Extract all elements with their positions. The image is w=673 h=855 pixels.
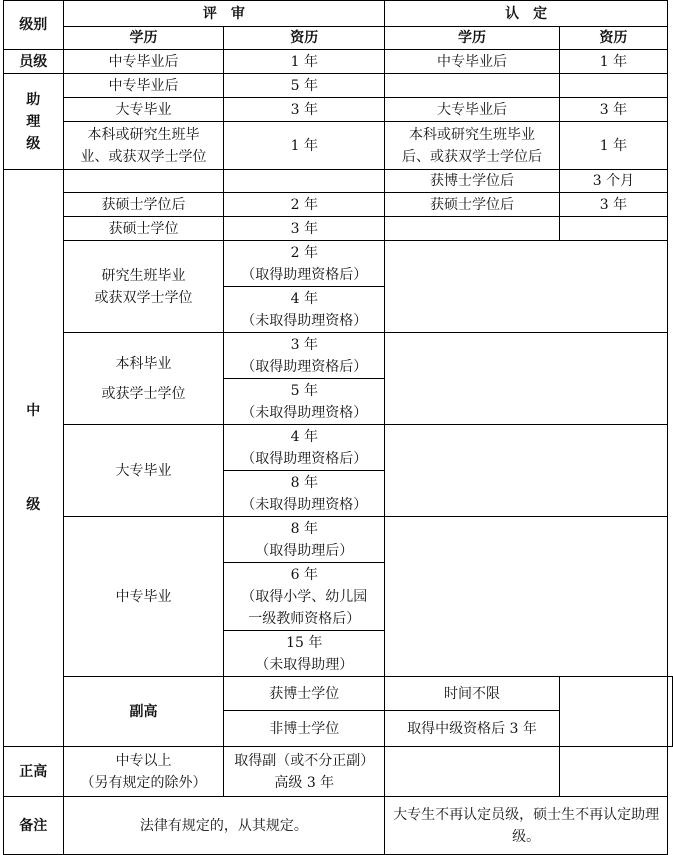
cell: [668, 677, 673, 747]
level-zhong: [4, 170, 64, 747]
header-recognize-qual: 资历: [559, 27, 667, 50]
cell: [385, 74, 560, 98]
level-beizhu: 备注: [4, 797, 64, 855]
cell: [224, 287, 385, 333]
cell: 中专毕业后: [63, 74, 224, 98]
cell-line: 4 年: [290, 428, 318, 445]
cell-line: （另有规定的除外）: [80, 774, 207, 791]
cell: 非博士学位: [224, 711, 385, 747]
qualification-table: [3, 0, 673, 855]
cell: 获硕士学位后: [63, 193, 224, 217]
header-review-edu: 学历: [63, 27, 224, 50]
level-char: 助: [26, 91, 41, 108]
cell-line: （取得助理资格后）: [241, 358, 368, 375]
level-char: 理: [26, 113, 41, 130]
cell-line: 8 年: [290, 520, 318, 537]
cell: [63, 747, 224, 797]
cell: 3 年: [559, 98, 667, 122]
cell: [63, 122, 224, 170]
level-yuan: 员级: [4, 50, 64, 74]
cell-line: 6 年: [290, 566, 318, 583]
level-zhenggao: 正高: [4, 747, 64, 797]
level-char: 中: [26, 403, 41, 419]
cell-line: （取得助理资格后）: [241, 266, 368, 283]
header-review: 评 审: [63, 1, 385, 27]
cell-line: 8 年: [290, 474, 318, 491]
cell-line: （未取得助理资格）: [241, 496, 368, 513]
cell: 时间不限: [385, 677, 560, 711]
cell: 2 年: [224, 193, 385, 217]
cell: [224, 747, 385, 797]
cell: [63, 333, 224, 425]
cell: [559, 677, 667, 747]
cell: 取得中级资格后 3 年: [385, 711, 560, 747]
cell-line: 后、或获双学士学位后: [401, 148, 542, 165]
cell: 5 年: [224, 74, 385, 98]
cell-line: 本科或研究生班毕: [87, 126, 200, 143]
cell: [224, 379, 385, 425]
cell-line: （取得小学、幼儿园: [241, 588, 368, 605]
cell: [385, 122, 560, 170]
cell-line: 5 年: [290, 382, 318, 399]
cell-line: 4 年: [290, 290, 318, 307]
cell-line: （未取得助理资格）: [241, 404, 368, 421]
cell: 大专毕业: [63, 425, 224, 517]
cell: [224, 471, 385, 517]
cell: 1 年: [224, 50, 385, 74]
cell-line: （取得助理后）: [255, 542, 354, 559]
header-review-qual: 资历: [224, 27, 385, 50]
cell-line: 本科毕业: [115, 355, 172, 372]
cell: [224, 631, 385, 677]
cell: [63, 241, 224, 333]
cell-line: 2 年: [290, 244, 318, 261]
cell-line: 本科或研究生班毕业: [408, 126, 535, 143]
cell: [385, 241, 668, 333]
header-recognize: 认 定: [385, 1, 668, 27]
cell: [224, 333, 385, 379]
cell-line: 研究生班毕业: [101, 267, 186, 284]
cell: 3 年: [224, 217, 385, 241]
cell-line: 一级教师资格后）: [248, 610, 361, 627]
cell: 获博士学位: [224, 677, 385, 711]
cell: 3 个月: [559, 170, 667, 193]
cell-line: 15 年: [286, 634, 323, 651]
cell: [559, 747, 667, 797]
cell: 获博士学位后: [385, 170, 560, 193]
header-recognize-edu: 学历: [385, 27, 560, 50]
cell: [63, 170, 224, 193]
cell-line: （未取得助理资格）: [241, 312, 368, 329]
cell-line: 或获双学士学位: [94, 289, 193, 306]
cell: 中专毕业后: [385, 50, 560, 74]
level-fugao: 副高: [63, 677, 224, 747]
cell: [224, 517, 385, 563]
cell: [385, 517, 668, 677]
cell-line: 中专以上: [115, 752, 172, 769]
cell: 1 年: [224, 122, 385, 170]
cell: [224, 241, 385, 287]
cell-line: （取得助理资格后）: [241, 450, 368, 467]
cell: [559, 217, 667, 241]
cell: [559, 74, 667, 98]
cell: 3 年: [224, 98, 385, 122]
recognize-note: 大专生不再认定员级，硕士生不再认定助理级。: [385, 797, 668, 855]
header-level: 级别: [4, 1, 64, 50]
cell: [224, 563, 385, 631]
cell: [224, 425, 385, 471]
cell: [385, 333, 668, 425]
cell: [385, 425, 668, 517]
cell-line: （未取得助理）: [255, 656, 354, 673]
cell: 获硕士学位后: [385, 193, 560, 217]
cell-line: 高级 3 年: [274, 774, 335, 791]
cell: 3 年: [559, 193, 667, 217]
cell-line: 取得副（或不分正副）: [234, 752, 375, 769]
cell-line: 或获学士学位: [101, 385, 186, 402]
cell: 大专毕业后: [385, 98, 560, 122]
cell-line: 业、或获双学士学位: [80, 148, 207, 165]
cell: 1 年: [559, 122, 667, 170]
level-char: 级: [26, 497, 41, 513]
cell: 大专毕业: [63, 98, 224, 122]
level-char: 级: [26, 135, 41, 152]
level-zhuli: [4, 74, 64, 170]
cell: [385, 217, 560, 241]
cell: 中专毕业: [63, 517, 224, 677]
cell: 1 年: [559, 50, 667, 74]
cell: [385, 747, 560, 797]
cell: 中专毕业后: [63, 50, 224, 74]
review-note: 法律有规定的，从其规定。: [63, 797, 385, 855]
cell: [224, 170, 385, 193]
cell: 获硕士学位: [63, 217, 224, 241]
cell-line: 3 年: [290, 336, 318, 353]
